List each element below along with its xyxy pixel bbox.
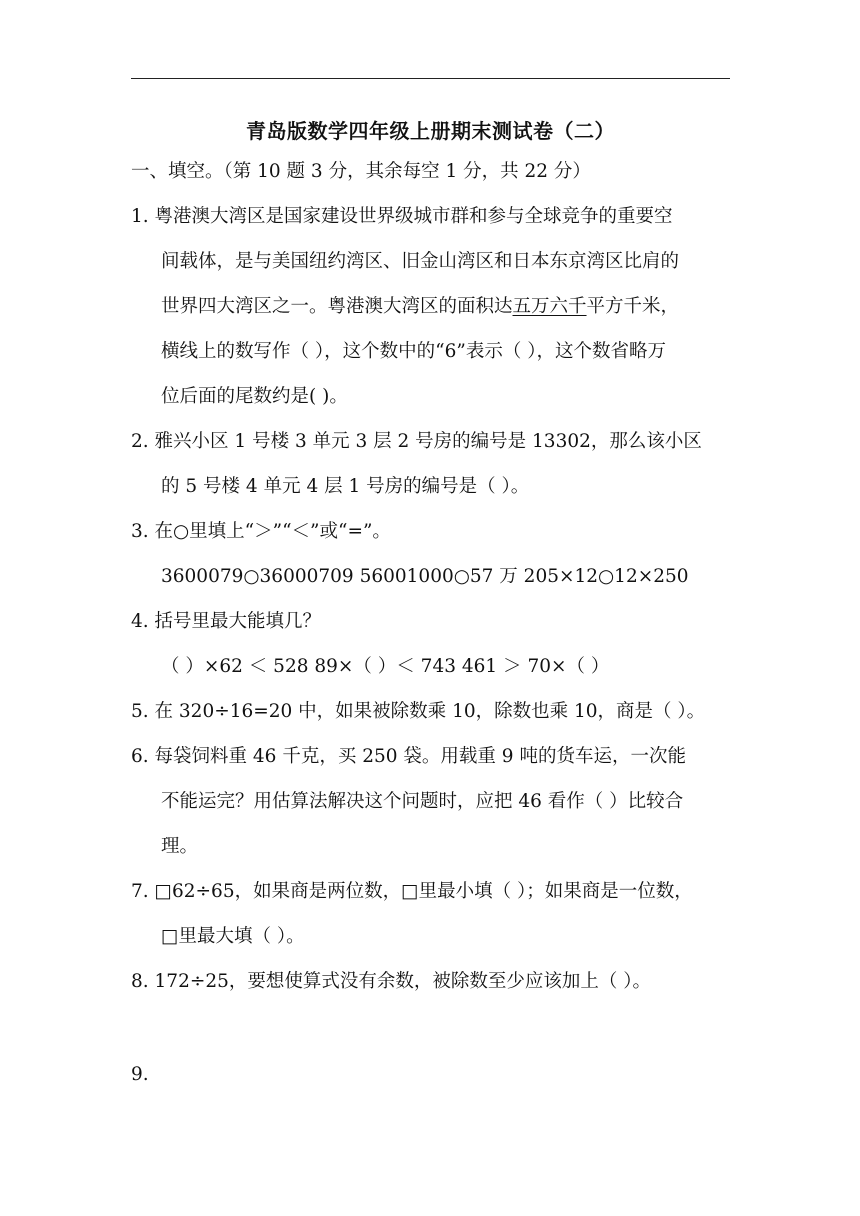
question-1-line-3-post: 平方千米，	[586, 296, 680, 317]
question-1-line-1: 1. 粤港澳大湾区是国家建设世界级城市群和参与全球竞争的重要空	[131, 206, 673, 227]
header-rule	[131, 78, 730, 79]
question-8-line-1: 8. 172÷25，要想使算式没有余数，被除数至少应该加上（ ）。	[131, 971, 652, 992]
section-heading: 一、填空。（第 10 题 3 分，其余每空 1 分，共 22 分）	[131, 161, 591, 182]
question-9-label: 9.	[131, 1064, 149, 1085]
underlined-number: 五万六千	[512, 296, 587, 317]
question-2-line-1: 2. 雅兴小区 1 号楼 3 单元 3 层 2 号房的编号是 13302，那么该小区	[131, 431, 702, 452]
question-3-line-2: 3600079○36000709 56001000○57 万 205×12○12×250	[161, 566, 689, 587]
question-7-line-1: 7. □62÷65，如果商是两位数，□里最小填（ ）；如果商是一位数，	[131, 881, 693, 902]
question-1-line-2: 间载体，是与美国纽约湾区、旧金山湾区和日本东京湾区比肩的	[161, 251, 680, 272]
question-4-line-1: 4. 括号里最大能填几？	[131, 611, 322, 632]
question-2-line-2: 的 5 号楼 4 单元 4 层 1 号房的编号是（ ）。	[161, 476, 530, 497]
question-1-line-3-pre: 世界四大湾区之一。粤港澳大湾区的面积达	[161, 296, 513, 317]
question-7-line-2: □里最大填（ ）。	[161, 926, 305, 947]
question-4-line-2: （ ）×62 ＜ 528 89×（ ）＜ 743 461 ＞ 70×（ ）	[161, 656, 610, 677]
page-title: 青岛版数学四年级上册期末测试卷（二）	[246, 119, 615, 143]
question-6-line-1: 6. 每袋饲料重 46 千克，买 250 袋。用载重 9 吨的货车运，一次能	[131, 746, 686, 767]
question-1-line-4: 横线上的数写作（ ），这个数中的“6”表示（ ），这个数省略万	[161, 341, 666, 362]
question-1-line-3	[161, 295, 679, 319]
question-3-line-1: 3. 在○里填上“＞”“＜”或“=”。	[131, 521, 391, 542]
question-6-line-2: 不能运完？用估算法解决这个问题时，应把 46 看作（ ）比较合	[161, 791, 684, 812]
question-5-line-1: 5. 在 320÷16=20 中，如果被除数乘 10，除数也乘 10，商是（ ）。	[131, 701, 706, 722]
question-1-line-5: 位后面的尾数约是( )。	[161, 386, 348, 407]
question-6-line-3: 理。	[161, 836, 199, 857]
